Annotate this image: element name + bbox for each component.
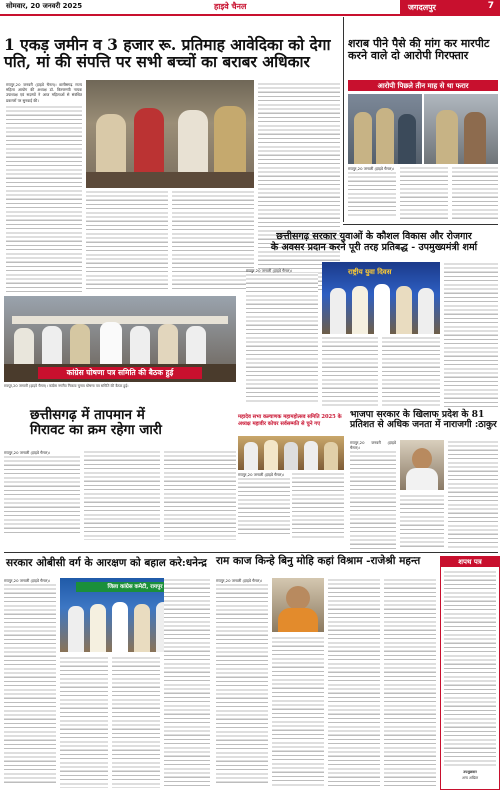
story9-body-col4 bbox=[384, 578, 436, 788]
story1-photo bbox=[86, 80, 254, 188]
story2-photo-police bbox=[348, 94, 422, 164]
affidavit-footer2: अन्य अखिल bbox=[461, 776, 479, 780]
story4-body-col1: रायपुर,20 जनवरी (हाइवे चैनल)। bbox=[246, 268, 318, 408]
story5-headline bbox=[30, 408, 240, 438]
story8-body-col4 bbox=[164, 578, 210, 788]
story2-headline-line2: करने वाले दो आरोपी गिरफ्तार bbox=[348, 49, 469, 63]
edition-date: सोमवार, 20 जनवरी 2025 bbox=[6, 2, 83, 10]
affidavit-body bbox=[444, 570, 496, 766]
story5-body-col3 bbox=[164, 450, 236, 540]
story6-body-col2 bbox=[292, 472, 344, 540]
story1-body-col4 bbox=[258, 82, 340, 292]
story8-body-col3 bbox=[112, 656, 160, 788]
story4-headline bbox=[250, 232, 498, 253]
section-divider bbox=[343, 224, 498, 225]
story6-headline: महादेव सभा कल्याणक महामहोत्सव समिति 2025 के अध्यक्ष महावीर कोचर सर्वसम्मति से चुने गए bbox=[238, 414, 342, 427]
story1-headline-line2: पति, मां की संपत्ति पर सभी बच्चों का बराबर अधिकार bbox=[4, 52, 310, 72]
story6-body-col1: रायपुर,20 जनवरी (हाइवे चैनल)। bbox=[238, 472, 290, 540]
story1-headline-line1: 1 एकड़ जमीन व 3 हजार रू. प्रतिमाह आवेदिका को देगा bbox=[4, 35, 331, 54]
story9-body-col2 bbox=[272, 636, 324, 788]
page-number: 7 bbox=[487, 1, 494, 11]
story4-headline-line2: के अवसर प्रदान करने पूरी तरह प्रतिबद्ध - उपमुख्यमंत्री शर्मा bbox=[270, 241, 478, 253]
newspaper-name: हाइवे चैनल bbox=[214, 2, 247, 11]
affidavit-footer: उपशुक्रवार bbox=[463, 770, 477, 774]
story2-headline-line1: शराब पीने पैसे की मांग कर मारपीट bbox=[348, 37, 490, 50]
story7-body-col3 bbox=[448, 440, 498, 550]
story7-body-col1: रायपुर,20 जनवरी (हाइवे चैनल)। bbox=[350, 440, 396, 550]
story9-body-col3 bbox=[328, 578, 380, 788]
story9-body-col1: रायपुर,20 जनवरी (हाइवे चैनल)। bbox=[216, 578, 268, 788]
story1-body-col1: रायपुर,20 जनवरी (हाइवे चैनल)। छत्तीसगढ़ राज्य महिला आयोग की अध्यक्ष डॉ. किरणमयी नायक उपाध्यक्ष एवं सदस्यों ने आज महिलाओं से संबंधित प्रकरणों पर सुनवाई की। bbox=[6, 82, 82, 292]
section-divider-bottom bbox=[4, 552, 498, 553]
story7-headline bbox=[350, 410, 498, 431]
story7-photo-thakur bbox=[400, 440, 444, 490]
affidavit-title: शपथ पत्र bbox=[440, 556, 500, 567]
story1-body-col2 bbox=[86, 190, 168, 290]
edition-city: जगदलपुर bbox=[408, 3, 436, 12]
story4-body-col2 bbox=[322, 336, 378, 406]
story4-photo-banner-text: राष्ट्रीय युवा दिवस bbox=[348, 268, 392, 276]
story4-headline-line1: छत्तीसगढ़ सरकार युवाओं के कौशल विकास और रोजगार bbox=[276, 231, 472, 242]
story4-body-col3 bbox=[382, 336, 440, 406]
story8-body-col2 bbox=[60, 656, 108, 788]
story7-body-col2 bbox=[400, 494, 444, 550]
story8-headline: सरकार ओबीसी वर्ग के आरक्षण को बहाल करे:धनेन्द्र bbox=[6, 557, 207, 569]
story1-body-col3 bbox=[172, 190, 254, 290]
edition-city-banner bbox=[400, 0, 500, 14]
story2-headline bbox=[348, 38, 498, 63]
story8-body-col1: रायपुर,20 जनवरी (हाइवे चैनल)। bbox=[4, 578, 56, 788]
story2-photo-accused bbox=[424, 94, 498, 164]
story2-subhead: आरोपी पिछले तीन माह से था फरार bbox=[348, 80, 498, 91]
story2-body-col2 bbox=[400, 166, 448, 222]
story3-caption: रायपुर,20 जनवरी (हाइवे चैनल)। कांग्रेस नगरीय निकाय चुनाव घोषणा पत्र समिति की बैठक हुई। bbox=[4, 384, 129, 388]
story2-body-col3 bbox=[452, 166, 498, 222]
story5-body-col1: रायपुर,20 जनवरी (हाइवे चैनल)। bbox=[4, 450, 80, 540]
story6-photo bbox=[238, 436, 344, 470]
story4-body-col4 bbox=[444, 262, 498, 408]
story7-headline-line2: प्रतिशत से अधिक जनता में नाराजगी :ठाकुर bbox=[350, 419, 497, 431]
story5-body-col2 bbox=[84, 450, 160, 540]
story9-photo bbox=[272, 578, 324, 632]
story5-headline-line1: छत्तीसगढ़ में तापमान में bbox=[30, 407, 145, 423]
column-divider bbox=[343, 17, 344, 222]
story3-banner: कांग्रेस घोषणा पत्र समिति की बैठक हुई bbox=[38, 367, 202, 379]
story7-headline-line1: भाजपा सरकार के खिलाफ प्रदेश के 81 bbox=[350, 409, 485, 420]
story9-headline: राम काज किन्हे बिनु मोहि कहां विश्राम -राजेश्री महन्त bbox=[216, 555, 421, 567]
story1-headline bbox=[4, 36, 340, 71]
story5-headline-line2: गिरावट का क्रम रहेगा जारी bbox=[30, 422, 162, 439]
story4-photo bbox=[322, 262, 440, 334]
story8-photo-banner: जिला कांग्रेस कमेटी, रायपुर bbox=[76, 582, 194, 592]
story2-body-col1: रायपुर,20 जनवरी (हाइवे चैनल)। bbox=[348, 166, 396, 222]
